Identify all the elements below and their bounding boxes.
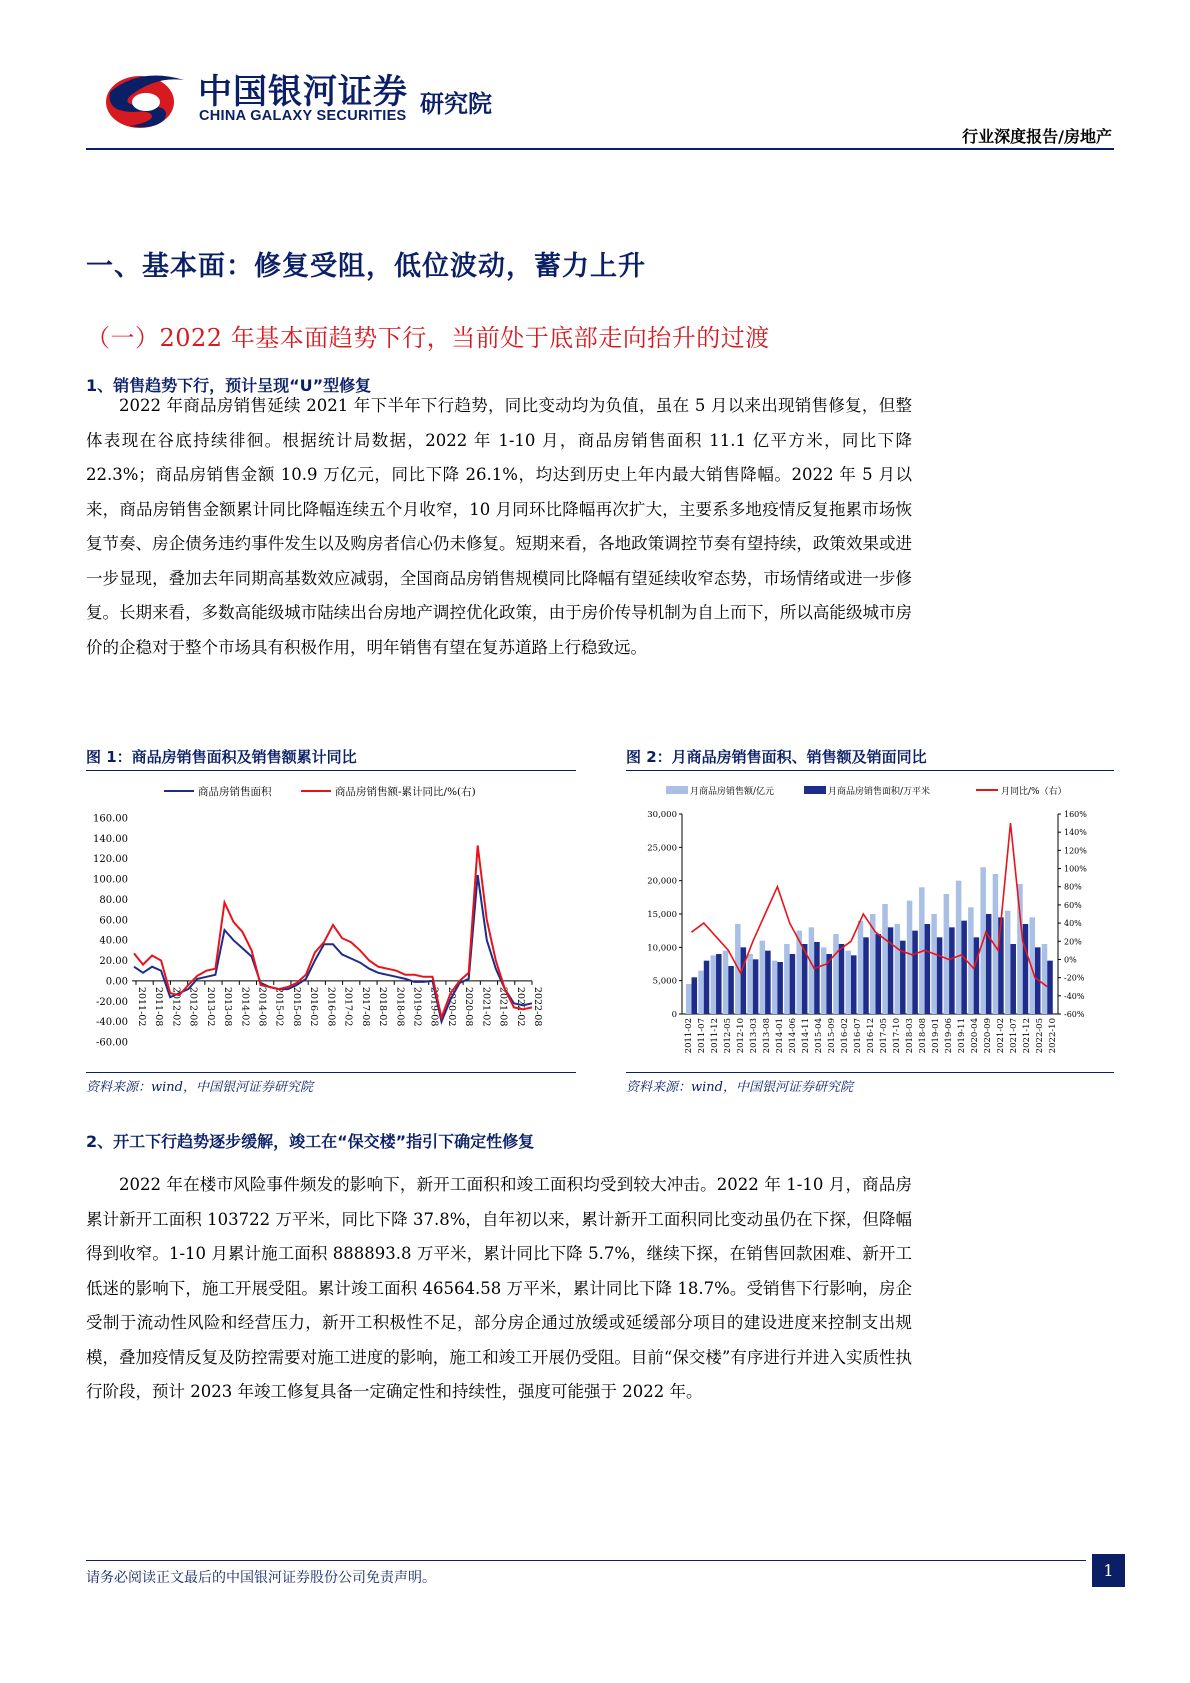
chart2-bar-monthly-area	[998, 917, 1004, 1014]
chart2-x-tick-label: 2018-03	[905, 1018, 915, 1054]
chart2-bar-monthly-amount	[760, 941, 766, 1014]
chart2-bar-monthly-amount	[723, 951, 729, 1014]
chart2-bar-monthly-amount	[956, 881, 962, 1014]
chart2-bar-monthly-amount	[809, 927, 815, 1014]
chart2-legend	[666, 785, 1067, 797]
chart2-x-tick-label: 2021-07	[1009, 1018, 1019, 1054]
chart1-x-tick-label: 2014-08	[256, 986, 268, 1027]
legend-label-monthly-area: 月商品房销售面积/万平米	[828, 787, 931, 797]
chart1-x-tick-label: 2013-08	[222, 986, 234, 1027]
chart2-bar-monthly-area	[986, 914, 992, 1014]
chart2-x-tick-label: 2016-12	[866, 1018, 876, 1054]
chart2-x-tick-label: 2019-06	[944, 1018, 954, 1054]
chart2-y-right-tick-label: 20%	[1064, 937, 1082, 947]
chart2-bar-monthly-area	[716, 954, 722, 1014]
chart2-y-right-tick-label: 120%	[1064, 846, 1087, 856]
chart1-x-tick-label: 2013-02	[204, 986, 216, 1027]
figure1-source: 资料来源：wind，中国银河证券研究院	[86, 1080, 313, 1095]
chart2-x-tick-label: 2014-01	[775, 1018, 785, 1054]
chart2-bar-monthly-area	[728, 966, 734, 1014]
chart1-y-tick-label: 40.00	[99, 935, 128, 947]
part1-paragraph: 2022 年商品房销售延续 2021 年下半年下行趋势，同比变动均为负值，虽在 5 月以来出现销售修复，但整体表现在谷底持续徘徊。根据统计局数据，2022 年 1-10 月，商品房销售面积 11.1 亿平方米，同比下降 22.3%；商品房销售金额 10.9 万亿元，同比下降 26.1%，均达到历史上年内最大销售降幅。2022 年 5 月以来，商品房销售金额累计同比降幅连续五个月收窄，10 月同环比降幅再次扩大，主要系多地疫情反复拖累市场恢复节奏、房企债务违约事件发生以及购房者信心仍未修复。短期来看，各地政策调控节奏有望持续，政策效果或进一步显现，叠加去年同期高基数效应减弱，全国商品房销售规模同比降幅有望延续收窄态势，市场情绪或进一步修复。长期来看，多数高能级城市陆续出台房地产调控优化政策，由于房价传导机制为自上而下，所以高能级城市房价的企稳对于整个市场具有积极作用，明年销售有望在复苏道路上行稳致远。	[86, 396, 912, 657]
chart1-x-tick-label: 2016-08	[325, 986, 337, 1027]
chart2-bar-monthly-amount	[784, 944, 790, 1014]
chart1-y-tick-label: -40.00	[95, 1017, 128, 1029]
chart1-y-tick-label: 160.00	[93, 813, 128, 825]
chart2-x-tick-label: 2016-07	[853, 1018, 863, 1054]
chart2-bar-monthly-amount	[895, 924, 901, 1014]
chart2-bar-monthly-amount	[711, 955, 717, 1014]
legend-label-monthly-yoy: 月同比/%（右）	[1001, 787, 1067, 797]
chart1-x-tick-label: 2019-02	[411, 986, 423, 1027]
brand-institute: 研究院	[420, 90, 492, 118]
report-tag: 行业深度报告/房地产	[962, 127, 1112, 146]
part1-heading: 1、销售趋势下行，预计呈现“U”型修复	[86, 376, 372, 395]
chart2-bar-monthly-amount	[821, 947, 827, 1014]
chart1-y-tick-label: 60.00	[99, 915, 128, 927]
part2-heading: 2、开工下行趋势逐步缓解，竣工在“保交楼”指引下确定性修复	[86, 1132, 535, 1151]
chart2-y-right-tick-label: -60%	[1064, 1010, 1085, 1019]
chart1-x-tick-label: 2017-02	[342, 986, 354, 1027]
chart1-x-tick-label: 2021-02	[480, 986, 492, 1027]
chart2-y-left-tick-label: 0	[671, 1010, 677, 1020]
chart2-x-tick-label: 2011-07	[697, 1018, 707, 1054]
chart1-x-tick-label: 2015-08	[290, 986, 302, 1027]
chart2-bar-monthly-amount	[1042, 944, 1048, 1014]
chart1-x-tick-label: 2020-08	[463, 986, 475, 1027]
chart2-bar-monthly-amount	[833, 934, 839, 1014]
chart1-x-tick-label: 2022-08	[532, 986, 543, 1027]
brand-name-cn: 中国银河证券	[198, 72, 408, 112]
chart2-y-right-tick-label: 60%	[1064, 900, 1082, 910]
chart2-y-left-tick-label: 15,000	[647, 910, 677, 920]
chart1-x-tick-label: 2017-08	[359, 986, 371, 1027]
page-number: 1	[1092, 1554, 1125, 1587]
chart2-bar-monthly-area	[863, 937, 869, 1014]
chart2-bar-monthly-amount	[686, 984, 692, 1014]
chart2-bar-monthly-amount	[907, 901, 913, 1014]
figure2-bottom-rule	[626, 1072, 1114, 1073]
chart2-bar-monthly-area	[937, 937, 943, 1014]
chart2-x-tick-label: 2020-04	[970, 1018, 980, 1054]
chart1-y-tick-label: 140.00	[93, 833, 128, 845]
chart2-y-right-tick-label: 40%	[1064, 919, 1082, 929]
chart2-bar-monthly-area	[949, 927, 955, 1014]
chart1-x-tick-label: 2018-02	[377, 986, 389, 1027]
chart2-x-tick-label: 2013-03	[749, 1018, 759, 1054]
chart2-x-tick-label: 2020-09	[983, 1018, 993, 1054]
chart2-x-tick-label: 2021-12	[1022, 1018, 1032, 1054]
brand-name-en: CHINA GALAXY SECURITIES	[199, 108, 407, 124]
chart2	[626, 774, 1114, 1070]
chart2-x-tick-label: 2012-10	[736, 1018, 746, 1054]
chart2-x-tick-label: 2022-05	[1035, 1018, 1045, 1054]
chart2-y-right-tick-label: 100%	[1064, 864, 1087, 874]
chart2-bar-monthly-area	[888, 927, 894, 1014]
chart2-bar-monthly-amount	[944, 894, 950, 1014]
chart2-bar-monthly-amount	[698, 971, 704, 1014]
chart2-y-left-tick-label: 5,000	[652, 976, 677, 987]
header-divider	[86, 148, 1114, 150]
chart2-bar-monthly-amount	[1005, 911, 1011, 1014]
chart2-y-left-tick-label: 10,000	[647, 943, 677, 954]
chart2-bar-monthly-amount	[931, 914, 937, 1014]
chart2-bar-monthly-area	[974, 937, 980, 1014]
footer-divider	[86, 1560, 1086, 1561]
chart1-y-tick-label: 120.00	[93, 854, 128, 866]
chart2-y-left-tick-label: 30,000	[647, 810, 677, 820]
chart2-bar-monthly-area	[741, 947, 747, 1014]
galaxy-logo-icon	[100, 62, 190, 132]
chart2-x-tick-label: 2017-10	[892, 1018, 902, 1054]
chart2-bar-monthly-area	[1047, 961, 1053, 1014]
chart1-y-tick-label: 80.00	[99, 894, 128, 906]
legend-label-sales-amount: 商品房销售额-累计同比/%(右)	[335, 786, 476, 798]
chart2-bar-monthly-amount	[882, 904, 888, 1014]
chart2-bar-monthly-amount	[858, 921, 864, 1014]
chart2-bar-monthly-area	[814, 942, 820, 1014]
chart2-x-tick-label: 2022-10	[1048, 1018, 1058, 1054]
chart2-bar-monthly-area	[790, 954, 796, 1014]
chart2-x-tick-label: 2017-05	[879, 1018, 889, 1054]
chart1-legend	[164, 785, 476, 798]
chart1-y-tick-label: 20.00	[99, 956, 128, 968]
figure1-top-rule	[86, 770, 576, 771]
legend-label-sales-area: 商品房销售面积	[198, 786, 272, 798]
chart1-y-tick-label: -60.00	[95, 1037, 128, 1049]
chart2-bar-monthly-area	[925, 924, 931, 1014]
chart1-x-tick-label: 2018-08	[394, 986, 406, 1027]
chart1-x-tick-label: 2014-02	[239, 986, 251, 1027]
chart2-bar-monthly-amount	[747, 954, 753, 1014]
chart1-x-tick-label: 2011-08	[153, 986, 165, 1027]
section-subtitle: （一）2022 年基本面趋势下行，当前处于底部走向抬升的过渡	[86, 324, 770, 352]
chart2-y-left-tick-label: 25,000	[647, 843, 677, 854]
chart2-x-tick-label: 2014-11	[801, 1018, 811, 1054]
figure2-source: 资料来源：wind，中国银河证券研究院	[626, 1080, 853, 1095]
chart2-x-tick-label: 2019-01	[931, 1018, 941, 1054]
chart1-x-tick-label: 2012-02	[170, 986, 182, 1027]
chart1-x-tick-label: 2016-02	[308, 986, 320, 1027]
chart2-y-right-tick-label: -40%	[1064, 991, 1085, 1001]
chart1-y-tick-label: 100.00	[93, 874, 128, 886]
section-title: 一、基本面：修复受阻，低位波动，蓄力上升	[86, 251, 646, 282]
chart2-bar-monthly-area	[1010, 944, 1016, 1014]
figure2-caption: 图 2：月商品房销售面积、销售额及销面同比	[626, 748, 927, 766]
chart2-bar-monthly-amount	[968, 907, 974, 1014]
chart2-x-tick-label: 2012-05	[723, 1018, 733, 1054]
chart2-y-right-tick-label: 140%	[1064, 828, 1087, 838]
chart1-x-tick-label: 2019-08	[428, 986, 440, 1027]
footer-disclaimer: 请务必阅读正文最后的中国银河证券股份公司免责声明。	[86, 1570, 436, 1586]
chart2-bar-monthly-area	[704, 961, 710, 1014]
chart1-x-tick-label: 2011-02	[136, 986, 147, 1027]
chart1-y-tick-label: 0.00	[105, 976, 128, 988]
chart2-x-tick-label: 2015-04	[814, 1018, 824, 1054]
figure1-bottom-rule	[86, 1072, 576, 1073]
chart1-x-tick-label: 2022-02	[514, 986, 526, 1027]
chart1	[86, 774, 576, 1070]
chart2-bar-monthly-amount	[845, 951, 851, 1014]
chart2-bar-monthly-area	[912, 931, 918, 1014]
figure1-caption: 图 1：商品房销售面积及销售额累计同比	[86, 748, 357, 766]
chart2-x-tick-label: 2013-08	[762, 1018, 772, 1054]
chart2-x-tick-label: 2019-11	[957, 1018, 967, 1054]
chart1-x-tick-label: 2021-08	[497, 986, 509, 1027]
chart2-x-tick-label: 2021-02	[996, 1018, 1006, 1054]
chart2-bar-monthly-area	[1023, 924, 1029, 1014]
chart2-x-tick-label: 2016-02	[840, 1018, 850, 1054]
chart2-x-tick-label: 2015-09	[827, 1018, 837, 1054]
chart2-y-right-tick-label: 160%	[1064, 810, 1087, 819]
chart2-y-right-tick-label: -20%	[1064, 973, 1085, 983]
chart2-bar-monthly-area	[851, 955, 857, 1014]
legend-swatch-monthly-amount	[666, 786, 688, 794]
figure2-top-rule	[626, 770, 1114, 771]
chart2-bar-monthly-area	[753, 959, 759, 1014]
chart2-bar-monthly-amount	[772, 961, 778, 1014]
chart2-y-right-tick-label: 0%	[1064, 955, 1077, 965]
chart1-x-tick-label: 2020-02	[445, 986, 457, 1027]
legend-swatch-monthly-area	[804, 786, 826, 794]
chart2-bar-monthly-area	[692, 977, 698, 1014]
chart2-y-right-tick-label: 80%	[1064, 882, 1082, 892]
chart2-bar-monthly-area	[876, 934, 882, 1014]
legend-label-monthly-amount: 月商品房销售额/亿元	[690, 787, 775, 797]
chart1-x-tick-label: 2012-08	[187, 986, 199, 1027]
chart2-x-tick-label: 2011-12	[710, 1018, 720, 1054]
chart2-y-left-tick-label: 20,000	[647, 876, 677, 887]
chart2-x-tick-label: 2018-08	[918, 1018, 928, 1054]
chart1-y-tick-label: -20.00	[95, 996, 128, 1008]
part2-paragraph: 2022 年在楼市风险事件频发的影响下，新开工面积和竣工面积均受到较大冲击。2022 年 1-10 月，商品房累计新开工面积 103722 万平米，同比下降 37.8%，自年初以来，累计新开工面积同比变动虽仍在下探，但降幅得到收窄。1-10 月累计施工面积 888893.8 万平米，累计同比下降 5.7%，继续下探，在销售回款困难、新开工低迷的影响下，施工开展受阻。累计竣工面积 46564.58 万平米，累计同比下降 18.7%。受销售下行影响，房企受制于流动性风险和经营压力，新开工积极性不足，部分房企通过放缓或延缓部分项目的建设进度来控制支出规模，叠加疫情反复及防控需要对施工进度的影响，施工和竣工开展仍受阻。目前“保交楼”有序进行并进入实质性执行阶段，预计 2023 年竣工修复具备一定确定性和持续性，强度可能强于 2022 年。	[86, 1175, 912, 1401]
chart2-bar-monthly-area	[777, 962, 783, 1014]
chart2-bar-monthly-area	[839, 944, 845, 1014]
chart2-bar-monthly-area	[765, 951, 771, 1014]
chart2-x-tick-label: 2011-02	[684, 1018, 694, 1054]
chart2-bar-monthly-area	[961, 921, 967, 1014]
chart2-x-tick-label: 2014-06	[788, 1018, 798, 1054]
chart1-x-tick-label: 2015-02	[273, 986, 285, 1027]
